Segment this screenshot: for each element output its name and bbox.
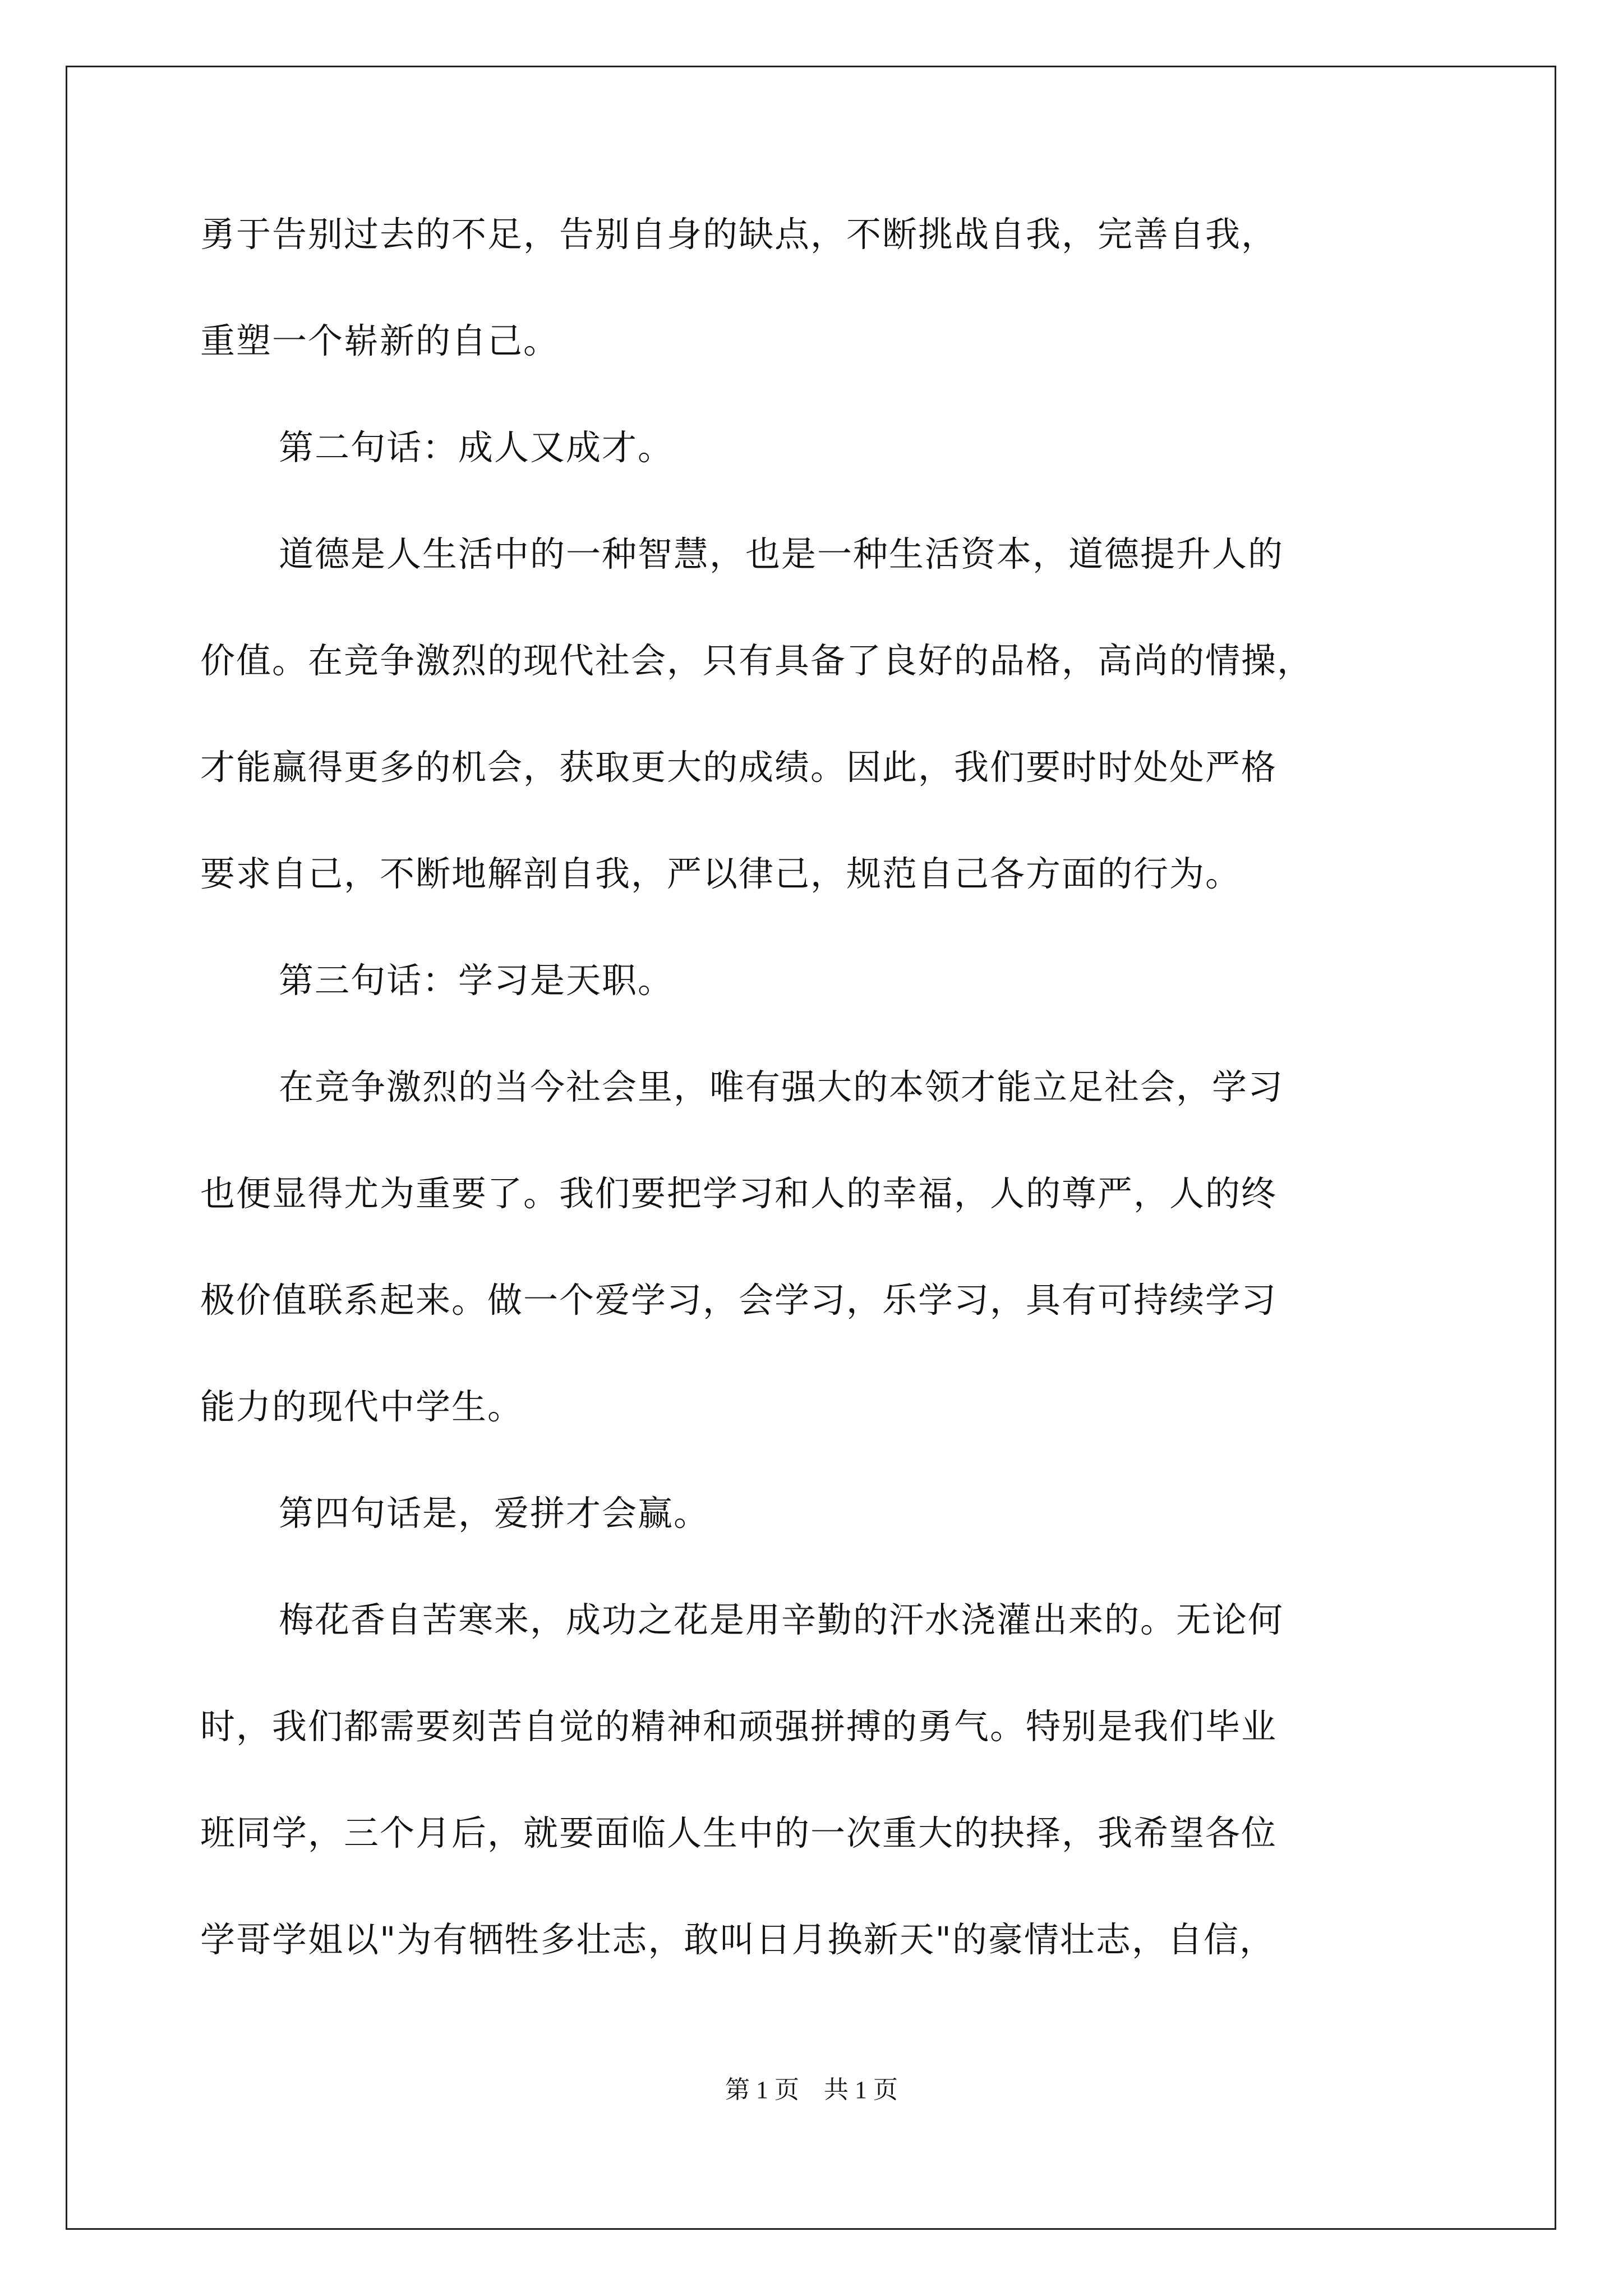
- text-line: 学哥学姐以"为有牺牲多壮志，敢叫日月换新天"的豪情壮志，自信，: [200, 1919, 1276, 1960]
- text-line: 价值。在竞争激烈的现代社会，只有具备了良好的品格，高尚的情操，: [200, 640, 1313, 681]
- section-heading: 第二句话：成人又成才。: [279, 427, 674, 468]
- page-border: [66, 66, 1556, 2230]
- section-heading: 第四句话是，爱拼才会赢。: [279, 1493, 710, 1534]
- page-number-footer: 第 1 页 共 1 页: [725, 2076, 898, 2104]
- text-line: 道德是人生活中的一种智慧，也是一种生活资本，道德提升人的: [279, 533, 1284, 574]
- text-line: 时，我们都需要刻苦自觉的精神和顽强拼搏的勇气。特别是我们毕业: [200, 1706, 1278, 1747]
- text-line: 重塑一个崭新的自己。: [200, 320, 560, 361]
- text-line: 梅花香自苦寒来，成功之花是用辛勤的汗水浇灌出来的。无论何: [279, 1599, 1284, 1640]
- text-line: 极价值联系起来。做一个爱学习，会学习，乐学习，具有可持续学习: [200, 1280, 1278, 1320]
- section-heading: 第三句话：学习是天职。: [279, 960, 674, 1001]
- text-line: 能力的现代中学生。: [200, 1386, 524, 1427]
- text-line: 要求自己，不断地解剖自我，严以律己，规范自己各方面的行为。: [200, 853, 1242, 894]
- text-line: 也便显得尤为重要了。我们要把学习和人的幸福，人的尊严，人的终: [200, 1173, 1278, 1214]
- text-line: 在竞争激烈的当今社会里，唯有强大的本领才能立足社会，学习: [279, 1066, 1284, 1107]
- text-line: 才能赢得更多的机会，获取更大的成绩。因此，我们要时时处处严格: [200, 747, 1278, 788]
- text-line: 班同学，三个月后，就要面临人生中的一次重大的抉择，我希望各位: [200, 1812, 1278, 1853]
- text-line: 勇于告别过去的不足，告别自身的缺点，不断挑战自我，完善自我，: [200, 214, 1278, 255]
